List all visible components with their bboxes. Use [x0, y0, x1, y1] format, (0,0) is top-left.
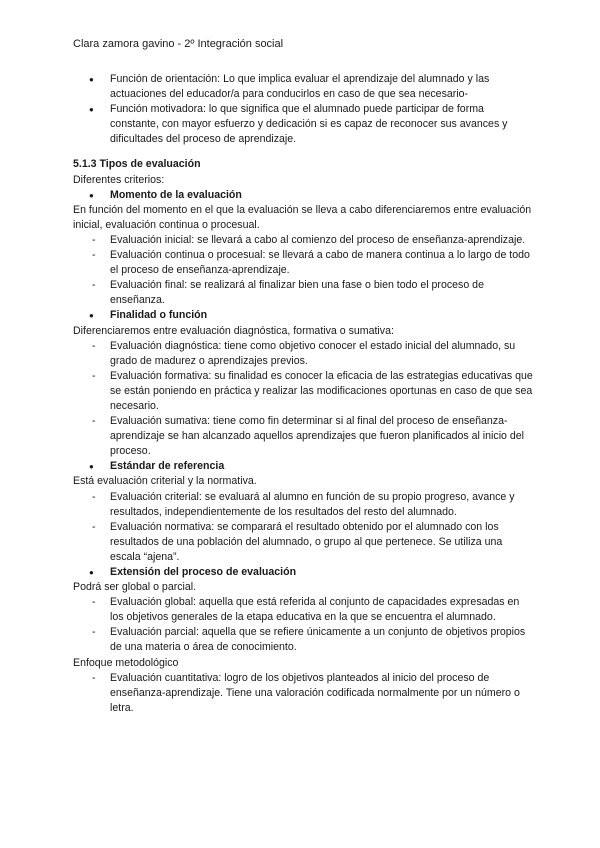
group-title-estandar: ● Estándar de referencia [73, 459, 533, 474]
page-header: Clara zamora gavino - 2º Integración social [73, 38, 284, 50]
enfoque-intro: Enfoque metodológico [73, 656, 179, 669]
section-intro: Diferentes criterios: [73, 173, 165, 186]
list-item: - Evaluación parcial: aquella que se refiere únicamente a un conjunto de objetivos propios de una materia o área de conocimiento. [73, 625, 533, 655]
section-title: 5.1.3 Tipos de evaluación [73, 158, 201, 171]
list-item: - Evaluación normativa: se comparará el resultado obtenido por el alumnado con los resultados de una población del alumnado, o grupo al que pertenece. Se utiliza una escala “ajena”. [73, 520, 533, 565]
group-intro-estandar: Está evaluación criterial y la normativa. [73, 475, 257, 488]
list-item: - Evaluación global: aquella que está referida al conjunto de capacidades expresadas en los objetivos generales de la etapa educativa en la que se encuentra el alumnado. [73, 595, 533, 625]
group-title-finalidad: ● Finalidad o función [73, 308, 533, 323]
group-title-momento: ● Momento de la evaluación [73, 188, 533, 203]
bullet-motivation: ● Función motivadora: lo que significa que el alumnado puede participar de forma constante, con mayor esfuerzo y dedicación si es capaz de reconocer sus avances y dificultades del proceso de aprendizaje. [73, 102, 533, 147]
group-intro-extension: Podrá ser global o parcial. [73, 581, 197, 594]
list-item: - Evaluación formativa: su finalidad es conocer la eficacia de las estrategias educativas que se están poniendo en práctica y realizar las modificaciones oportunas en caso de que sea necesario. [73, 369, 533, 414]
document-body [73, 72, 533, 716]
bullet-orientation: ● Función de orientación: Lo que implica evaluar el aprendizaje del alumnado y las actuaciones del educador/a para conducirlos en caso de que sea necesario- [73, 72, 533, 102]
list-item: - Evaluación inicial: se llevará a cabo al comienzo del proceso de enseñanza-aprendizaje. [73, 233, 533, 248]
group-intro-momento: En función del momento en el que la evaluación se lleva a cabo diferenciaremos entre evaluación inicial, evaluación continua o procesual. [73, 203, 532, 231]
list-item: - Evaluación diagnóstica: tiene como objetivo conocer el estado inicial del alumnado, su grado de madurez o aprendizajes previos. [73, 339, 533, 369]
list-item: - Evaluación cuantitativa: logro de los objetivos planteados al inicio del proceso de enseñanza-aprendizaje. Tiene una valoración codificada normalmente por un número o letra. [73, 671, 533, 716]
list-item: - Evaluación criterial: se evaluará al alumno en función de su propio progreso, avance y resultados, independientemente de los resultados del resto del alumnado. [73, 490, 533, 520]
list-item: - Evaluación continua o procesual: se llevará a cabo de manera continua a lo largo de todo el proceso de enseñanza-aprendizaje. [73, 248, 533, 278]
group-title-extension: ● Extensión del proceso de evaluación [73, 565, 533, 580]
group-intro-finalidad: Diferenciaremos entre evaluación diagnóstica, formativa o sumativa: [73, 324, 394, 337]
list-item: - Evaluación sumativa: tiene como fin determinar si al final del proceso de enseñanza-aprendizaje se han alcanzado aquellos aprendizajes que fueron planificados al inicio del proceso. [73, 414, 533, 459]
list-item: - Evaluación final: se realizará al finalizar bien una fase o bien todo el proceso de enseñanza. [73, 278, 533, 308]
